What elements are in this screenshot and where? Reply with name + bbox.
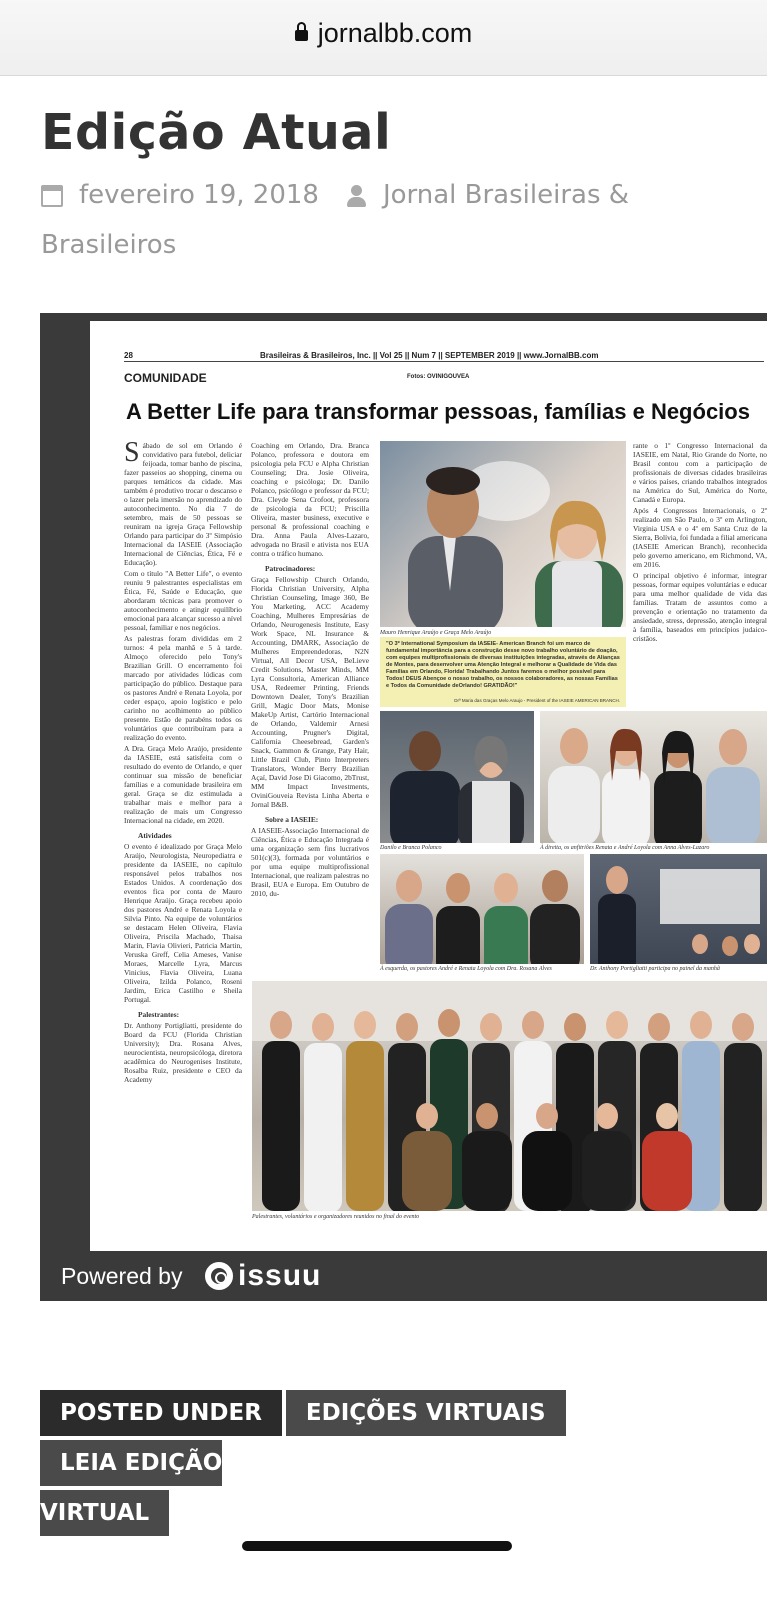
lock-icon xyxy=(295,30,308,41)
photo-caption: Dr. Anthony Portigliatti participa no painel da manhã xyxy=(590,966,720,972)
issue-info: Brasileiras & Brasileiros, Inc. || Vol 25 || Num 7 || SEPTEMBER 2019 || www.JornalBB.com xyxy=(260,351,599,360)
url-display[interactable] xyxy=(0,18,767,49)
article-headline: A Better Life para transformar pessoas, famílias e Negócios xyxy=(126,399,750,424)
issuu-embed-viewer[interactable] xyxy=(40,313,767,1301)
pull-quote: "O 3º International Symposium da IASEIE- American Branch foi um marco de fundamental importância para a construção desse novo trabalho voluntário de doação, com equipes multiprofissionais de diversas instituições integradas, através de Alianças de Montes, para desenvolver uma Atenção Integral e melhorar a Qualidade de Vida das Famílias em Orlando, Florida! Trabalhando Juntos faremos o melhor possível para Todos! DEUS Abençoe o nosso trabalho, os nossos colaboradores, as nossas Famílias e Todos da Comunidade deOrlando! GRATIDÃO!" Drª Maria das Graças Melo Araujo - President of the IASEIE AMERICAN BRANCH. xyxy=(380,637,626,707)
calendar-icon xyxy=(41,185,63,207)
powered-by-label: Powered by xyxy=(61,1263,183,1289)
person-figure xyxy=(398,451,508,627)
photo-caption: À esquerda, os pastores André e Renata Loyola com Dra. Rosana Alves xyxy=(380,966,552,972)
photo-hosts xyxy=(540,711,767,843)
posted-under-label: POSTED UNDER xyxy=(40,1390,282,1436)
drop-cap: S xyxy=(124,437,140,468)
article-column-2: Coaching em Orlando, Dra. Branca Polanco, professora e doutora em psicologia pela FCU e Alpha Christian Counseling; Dra. Josie Oliveira, coaching e psicóloga; Dr. Danilo Polanco, psicólogo e professor da FCU; Dra. Cleyde Sena Crofoot, professora de psicologia da FCU; Priscilla Oliveira, master business, executive e personal & professional coaching e Dra. Anna Paula Alves-Lazaro, advogada no Brasil e ativista nos EUA contra o tráfico humano. Patrocinadores: Graça Fellowship Church Orlando, Florida Christian University, Alpha Christian Counseling, Image 360, Be You Marketing, ACC Academy Coaching, Mulheres Empresárias de Orlando, Neurogenesis Institute, Easy Work Space, NL Insurance & Accounting, DMARK, Associação de Mulheres Empreendedoras, N2N Virtual, All Decor USA, BeLieve Credit Solutions, Master Minds, MM Lyra Consultoria, American Alliance USA, Redeemer Printing, Friends Downtown Dealer, Tony's Brazilian Grill, Magic Door Mats, Monise MakeUp Artist, Cartório Internacional de Orlando, Valdemir Arnesi Accounting, Prugner's Digital, California Cheesebread, Garden's Snack, Gammon & Grange, Paty Hair, Little Brazil Club, Pinto Interpreters Translators, Wonder Berry Brazilian Açaí, David Jose Di Giacomo, 2bTrust, MM Impact Investments, OviniGouveia Revista Linha Aberta e Jornal B&B. Sobre a IASEIE: A IASEIE-Associação Internacional de Ciências, Ética e Educação Integrada é uma organização sem fins lucrativos 501(c)(3), formada por voluntários e por uma equipe multiprofissional Internacional, que realizam palestras no Brasil, EUA e Europa. Em Outubro de 2010, du- xyxy=(251,441,369,898)
tag-edicoes-virtuais[interactable]: EDIÇÕES VIRTUAIS xyxy=(286,1390,566,1436)
post-date[interactable]: fevereiro 19, 2018 xyxy=(79,180,319,210)
post-tags xyxy=(40,1390,730,1536)
url-text: jornalbb.com xyxy=(317,18,473,48)
home-indicator[interactable] xyxy=(242,1541,512,1551)
browser-url-bar[interactable] xyxy=(0,0,767,76)
post-author[interactable]: Jornal Brasileiras & Brasileiros xyxy=(41,180,630,260)
issuu-icon xyxy=(205,1262,233,1290)
subhead-palestrantes: Palestrantes: xyxy=(138,1010,180,1019)
article-column-4: rante o 1º Congresso Internacional da IASEIE, em Natal, Rio Grande do Norte, no Brasil contou com a participação de profissionais de diversas cidades brasileiras e vários países, criando trabalhos integrados na América do Sul, América do Norte, Canadá e Europa. Após 4 Congressos Internacionais, o 2º realizado em São Paulo, o 3º em Arlington, Virginia USA e o 4º em Santa Cruz de la Sierra, Bolívia, foi fundada a filial americana (IASEIE American Branch), reconhecida pelo governo americano, em Richmond, VA, em 2016. O principal objetivo é informar, integrar pessoas, formar equipes voluntárias e educar para uma melhor qualidade de vida das famílias. Tratam de assuntos como a prevenção e orientação no tratamento da ansiedade, stress, depressão, atenção integral à família, baseados em princípios judaico-cristãos. xyxy=(633,441,767,643)
photo-caption: Danilo e Branca Polanco xyxy=(380,845,442,851)
photo-caption: Palestrantes, voluntários e organizadores reunidos no final do evento xyxy=(252,1214,420,1220)
issuu-logo[interactable] xyxy=(205,1259,321,1293)
photo-pastors xyxy=(380,854,584,964)
running-header xyxy=(124,351,764,362)
subhead-sobre: Sobre a IASEIE: xyxy=(265,815,319,824)
tag-leia-edicao-virtual-continued[interactable]: VIRTUAL xyxy=(40,1490,169,1536)
tag-leia-edicao-virtual[interactable]: LEIA EDIÇÃO xyxy=(40,1440,222,1486)
photo-caption: Mauro Henrique Araújo e Graça Melo Araújo xyxy=(380,630,492,636)
issuu-wordmark: issuu xyxy=(238,1259,322,1292)
page-title: Edição Atual xyxy=(41,104,392,161)
section-label: COMUNIDADE xyxy=(124,371,207,385)
newspaper-page[interactable] xyxy=(90,321,767,1251)
subhead-atividades: Atividades xyxy=(138,831,172,840)
subhead-patrocinadores: Patrocinadores: xyxy=(265,564,316,573)
photo-main xyxy=(380,441,626,627)
user-icon xyxy=(347,185,367,207)
person-figure xyxy=(530,491,625,627)
photo-polanco xyxy=(380,711,534,843)
quote-signature: Drª Maria das Graças Melo Araujo - President of the IASEIE AMERICAN BRANCH. xyxy=(454,698,620,703)
photo-group xyxy=(252,981,767,1211)
issuu-footer[interactable] xyxy=(40,1251,767,1301)
photo-panel xyxy=(590,854,767,964)
photo-credit: Fotos: OVINIGOUVEA xyxy=(407,374,470,380)
article-column-1: Sábado de sol em Orlando é convidativo para futebol, deliciar feijoada, tomar banho de piscina, fazer passeios ao shopping, cinema ou parques temáticos da cidade. Mas também é produtivo trocar o descanso e o lazer pela imersão no aprendizado do autoconhecimento. No dia 7 de setembro, mais de 50 pessoas se reuniram na igreja Graça Fellowship Orlando para participar do 3º Simpósio Internacional da IASEIE (Associação Internacional de Ciências, Ética, Fé e Educação). Com o título "A Better Life", o evento reuniu 9 palestrantes especialistas em Ética, Fé, Saúde e Educação, que abordaram técnicas para promover o autoconhecimento e atingir equilíbrio emocional para alcançar sucesso a nível pessoal, familiar e nos negócios. As palestras foram divididas em 2 turnos: 4 pela manhã e 5 à tarde. Almoço oferecido pelo Tony's Brazilian Grill. O encerramento foi marcado por atividades lúdicas com participação do público. Destaque para os pastores André e Renata Loyola, por ceder espaço, apoio logístico e pelo carinho no acolhimento ao público presente. Estão de parabéns todos os voluntários que contribuíram para a realização do evento. A Dra. Graça Melo Araújo, presidente da IASEIE, está satisfeita com o resultado do evento de Orlando, e quer continuar sua missão de beneficiar famílias e a comunidade brasileira em geral. Graça se diz estimulada a trabalhar mais e melhor para a realização de mais um Congresso Internacional na cidade, em 2020. Atividades O evento é idealizado por Graça Melo Araújo, Neurologista, Neuropediatra e presidente da IASEIE, no capítulo responsável pelos trabalhos nos Estados Unidos. A coordenação dos eventos fica por conta de Mauro Henrique Araújo. Graça recebeu apoio dos pastores André e Renata Loyola e Silvia Pinto. Na equipe de voluntários se destacam Helen Oliveira, Flavia Oliveira, Priscila Machado, Thaisa Marin, Flavia Olivieri, Patricia Martin, Veruska Greff, Celia Ameses, Vanise Moraes, Marcelle Lyra, Marcus Vinicius, Flavia Oliveira, Luana Oliveira, Izilda Polanco, Roseni Jardim, Erica Castilho e Sheila Portugal. Palestrantes: Dr. Anthony Portigliatti, presidente do Board da FCU (Florida Christian University); Dra. Rosana Alves, neurocientista, neuropsicóloga, diretora acadêmica do Neurogenises Institute, Rosalba Ruiz, presidente e CEO da Academy xyxy=(124,437,242,1084)
photo-caption: À direita, os anfitriões Renata e André Loyola com Anna Alves-Lazaro xyxy=(540,845,710,851)
page-number: 28 xyxy=(124,351,133,360)
post-meta xyxy=(41,170,741,270)
